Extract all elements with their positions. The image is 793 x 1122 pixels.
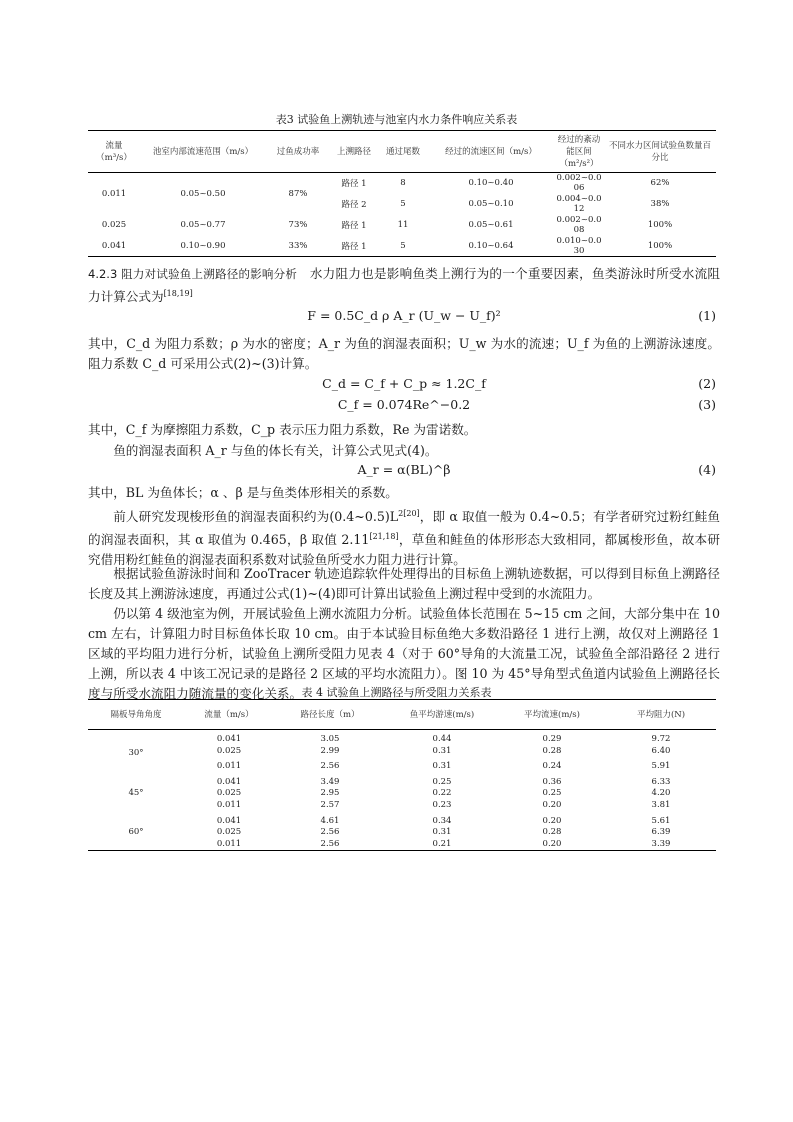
flow-cell: 0.011 [216,761,242,772]
angle-cell: 45° [128,788,144,799]
velocity-interval-cell: 0.10~0.40 [468,178,514,189]
equation-2 [88,376,720,396]
path-cell: 路径 2 [341,200,367,210]
section-paragraph-6 [88,504,720,570]
flow-cell: 0.041 [216,815,242,826]
table3 [88,130,716,257]
length-cell: 3.49 [320,776,340,787]
angle-cell: 30° [128,747,144,758]
tke-interval-cell: 0.004~0.012 [556,194,602,214]
flow-cell: 0.025 [216,788,242,799]
table4-header-cell: 平均阻力(N) [606,700,716,730]
length-cell: 2.56 [320,761,340,772]
section-paragraph-7: 根据试验鱼游泳时间和 ZooTracer 轨迹追踪软件处理得出的目标鱼上溯轨迹数据，可以得到目标鱼上溯路径长度及其上溯游泳速度，再通过公式(1)~(4)即可计算出试验鱼上溯过程中受到的水流阻力。 [88,566,720,601]
water-speed-cell: 0.20 [542,799,562,810]
table3-header-row [88,131,716,173]
velocity-interval-cell: 0.05~0.10 [468,199,514,209]
percentage-cell: 38% [650,199,670,209]
length-cell: 2.57 [320,799,340,810]
table3-header-cell: 通过尾数 [378,131,428,173]
water-speed-cell: 0.20 [542,815,562,826]
force-cell: 6.40 [651,745,671,756]
section-paragraph-8: 仍以第 4 级池室为例，开展试验鱼上溯水流阻力分析。试验鱼体长范围在 5~15 cm 之间，大部分集中在 10 cm 左右，计算阻力时目标鱼体长取 10 cm。由于本试验目标鱼绝大多数沿路径 1 进行上溯，故仅对上溯路径 1 区域的平均阻力进行分析，试验鱼上溯所受阻力见表 4（对于 60°导角的大流量工况，试验鱼全部沿路径 2 进行上溯，所以表 4 中该工况记录的是路径 2 区域的平均水流阻力）。图 10 为 45°导角型式鱼道内试验鱼上溯路径长度与所受水流阻力随流量的变化关系。 [88,606,720,701]
flow-cell: 0.041 [101,240,127,251]
equation-number: (4) [698,462,716,477]
table4 [88,699,716,851]
table4-header-cell: 路径长度（m） [274,700,386,730]
flow-cell: 0.025 [216,745,242,756]
equation-number: (1) [698,308,716,323]
length-cell: 2.99 [320,745,340,756]
path-cell: 路径 1 [341,241,367,252]
fish-speed-cell: 0.31 [432,827,452,838]
count-cell: 5 [400,240,406,251]
flow-cell: 0.041 [216,734,242,744]
success-rate-cell: 33% [288,240,308,251]
citation: 2[20] [398,509,420,518]
table-row [88,730,716,746]
success-rate-cell: 73% [288,220,308,230]
force-cell: 6.33 [651,776,671,787]
force-cell: 5.61 [651,815,671,826]
velocity-range-cell: 0.10~0.90 [180,240,226,251]
water-speed-cell: 0.25 [542,788,562,799]
count-cell: 11 [397,220,409,230]
table3-header-cell: 上溯路径 [330,131,378,173]
length-cell: 3.05 [320,734,340,744]
paragraph-text: ，草鱼和鲑鱼的体形形态大致相同，都属梭形鱼，故本研究借用粉红鲑鱼的润湿表面积系数对试验鱼所受水力阻力进行计算。 [88,532,720,568]
paragraph-text: 前人研究发现梭形鱼的润湿表面积约为(0.4~0.5)L [113,509,399,525]
table4-header-cell: 平均流速(m/s) [498,700,606,730]
fish-speed-cell: 0.31 [432,761,452,772]
water-speed-cell: 0.24 [542,761,562,772]
citation: [18,19] [163,289,193,298]
water-speed-cell: 0.29 [542,734,562,744]
table4-header-row [88,700,716,730]
fish-speed-cell: 0.21 [432,838,452,849]
force-cell: 6.39 [651,827,671,838]
flow-cell: 0.011 [216,838,242,849]
flow-cell: 0.025 [216,827,242,838]
water-speed-cell: 0.28 [542,827,562,838]
table-row [88,173,716,194]
tke-interval-cell: 0.010~0.030 [556,235,602,256]
table4-header-cell: 鱼平均游速(m/s) [386,700,498,730]
equation-body: F = 0.5C_d ρ A_r (U_w − U_f)² [307,308,501,323]
percentage-cell: 100% [647,220,673,230]
velocity-interval-cell: 0.10~0.64 [468,240,514,251]
length-cell: 2.95 [320,788,340,799]
tke-interval-cell: 0.002~0.008 [556,215,602,235]
table3-header-cell: 过鱼成功率 [266,131,330,173]
paragraph-text: 水力阻力也是影响鱼类上溯行为的一个重要因素，鱼类游泳时所受水流阻力计算公式为 [88,266,721,305]
path-cell: 路径 1 [341,179,367,190]
equation-number: (3) [698,397,716,412]
flow-cell: 0.011 [216,799,242,810]
table-row [88,236,716,257]
table4-header-cell: 流量（m/s） [184,700,274,730]
equation-body: C_d = C_f + C_p ≈ 1.2C_f [322,376,486,391]
citation: [21,18] [369,532,399,542]
flow-cell: 0.011 [101,188,127,199]
fish-speed-cell: 0.22 [432,788,452,799]
water-speed-cell: 0.20 [542,838,562,849]
table3-header-cell: 经过的紊动能区间（m²/s²） [554,131,604,173]
table-row [88,812,716,828]
table3-header-cell: 经过的流速区间（m/s） [428,131,554,173]
fish-speed-cell: 0.44 [432,734,452,744]
section-paragraph-4: 鱼的润湿表面积 A_r 与鱼的体长有关，计算公式见式(4)。 [113,443,438,458]
table-row [88,215,716,236]
table3-caption: 表3 试验鱼上溯轨迹与池室内水力条件响应关系表 [275,113,518,126]
length-cell: 4.61 [320,815,340,826]
count-cell: 5 [400,199,406,209]
force-cell: 3.39 [651,838,671,849]
equation-body: A_r = α(BL)^β [357,462,451,477]
table4-header-cell: 隔板导角角度 [88,700,184,730]
flow-cell: 0.025 [101,220,127,230]
fish-speed-cell: 0.25 [432,776,452,787]
fish-speed-cell: 0.23 [432,799,452,810]
force-cell: 5.91 [651,761,671,772]
table-row [88,773,716,789]
fish-speed-cell: 0.31 [432,745,452,756]
velocity-range-cell: 0.05~0.50 [180,188,226,199]
table3-header-cell: 不同水力区间试验鱼数量百分比 [604,131,716,173]
count-cell: 8 [400,178,406,189]
table3-header-cell: 池室内部流速范围（m/s） [140,131,266,173]
equation-body: C_f = 0.074Re^−0.2 [337,397,471,412]
section-paragraph-1 [88,264,720,307]
percentage-cell: 62% [650,178,670,189]
water-speed-cell: 0.28 [542,745,562,756]
paragraph-text: ，即 α 取值一般为 0.4~0.5；有学者研究过粉红鲑鱼的润湿表面积，其 α 取值为 0.465，β 取值 2.11 [88,509,720,548]
force-cell: 9.72 [651,734,671,744]
table4-caption: 表 4 试验鱼上溯路径与所受阻力关系表 [301,686,492,699]
angle-cell: 60° [128,827,144,838]
length-cell: 2.56 [320,838,340,849]
equation-1 [88,308,720,328]
path-cell: 路径 1 [341,221,367,231]
percentage-cell: 100% [647,240,673,251]
velocity-range-cell: 0.05~0.77 [180,220,226,230]
section-heading: 4.2.3 阻力对试验鱼上溯路径的影响分析 [88,267,298,281]
equation-number: (2) [698,376,716,391]
velocity-interval-cell: 0.05~0.61 [468,220,514,230]
force-cell: 4.20 [651,788,671,799]
length-cell: 2.56 [320,827,340,838]
success-rate-cell: 87% [288,188,308,199]
section-paragraph-2: 其中，C_d 为阻力系数；ρ 为水的密度；A_r 为鱼的润湿表面积；U_w 为水的流速；U_f 为鱼的上溯游泳速度。阻力系数 C_d 可采用公式(2)~(3)计算。 [88,336,720,371]
table3-header-cell: 流量（m³/s） [88,131,140,173]
equation-4 [88,462,720,482]
water-speed-cell: 0.36 [542,776,562,787]
flow-cell: 0.041 [216,776,242,787]
tke-interval-cell: 0.002~0.006 [556,173,602,194]
equation-3 [88,397,720,417]
section-paragraph-5: 其中，BL 为鱼体长；α 、β 是与鱼类体形相关的系数。 [88,485,398,500]
section-paragraph-3: 其中，C_f 为摩擦阻力系数，C_p 表示压力阻力系数，Re 为雷诺数。 [88,422,477,437]
fish-speed-cell: 0.34 [432,815,452,826]
force-cell: 3.81 [651,799,671,810]
